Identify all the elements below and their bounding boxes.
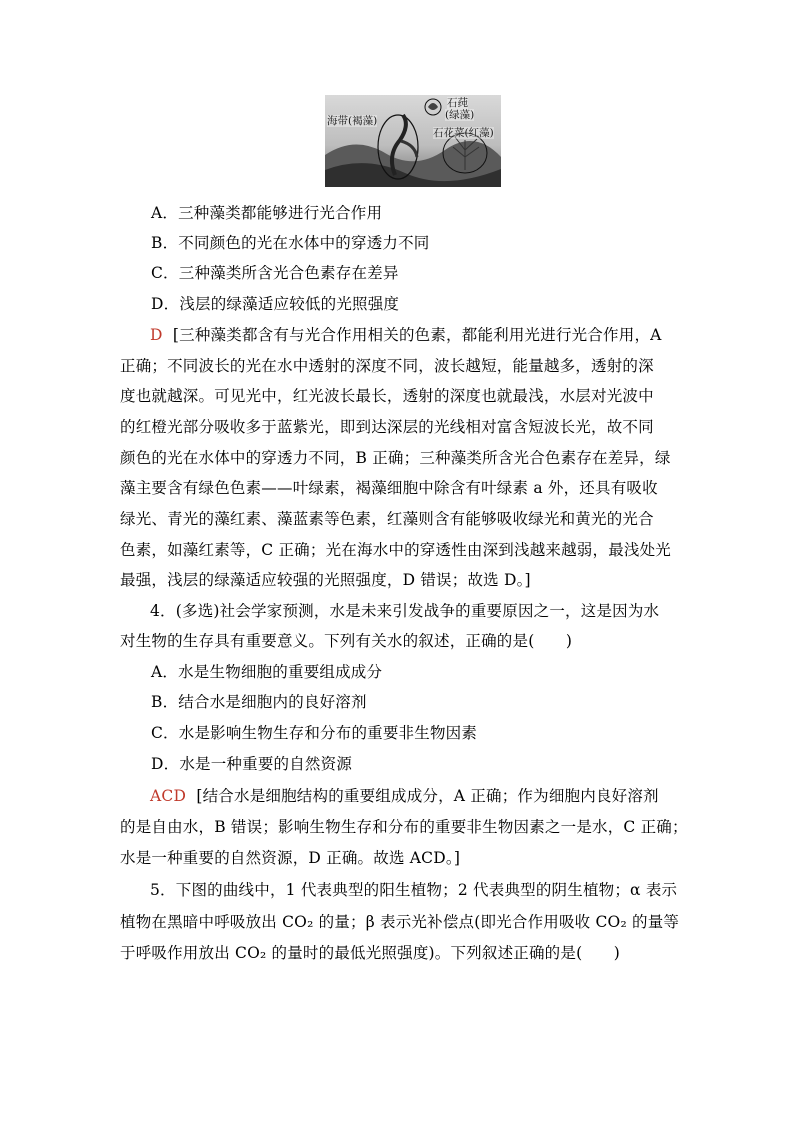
label-gelidium: 石花菜(红藻)	[433, 127, 494, 139]
q3-option-d: D．浅层的绿藻适应较低的光照强度	[151, 295, 400, 313]
q4-option-d: D．水是一种重要的自然资源	[151, 755, 353, 773]
q3-explanation-line-3: 度也就越深。可见光中，红光波长最长，透射的深度也就最浅，水层对光波中	[120, 387, 654, 405]
q4-explanation-text-1: [结合水是细胞结构的重要组成成分，A 正确；作为细胞内良好溶剂	[196, 787, 659, 805]
q4-explanation-line-1	[150, 786, 679, 806]
label-kelp: 海带(褐藻)	[327, 115, 378, 127]
label-ulva: 石莼	[447, 97, 468, 109]
seaweed-illustration	[325, 95, 501, 187]
q5-stem-line-3: 于呼吸作用放出 CO₂ 的量时的最低光照强度)。下列叙述正确的是( )	[120, 944, 620, 962]
q4-option-a: A．水是生物细胞的重要组成成分	[151, 663, 383, 681]
q3-explanation-line-5: 颜色的光在水体中的穿透力不同，B 正确；三种藻类所含光合色素存在差异，绿	[120, 449, 671, 467]
q3-explanation-line-7: 绿光、青光的藻红素、藻蓝素等色素，红藻则含有能够吸收绿光和黄光的光合	[120, 510, 654, 528]
q3-option-a: A．三种藻类都能够进行光合作用	[151, 204, 383, 222]
q4-stem-line-2: 对生物的生存具有重要意义。下列有关水的叙述，正确的是( )	[120, 632, 573, 650]
q4-answer-key: ACD	[150, 787, 187, 805]
q3-option-c: C．三种藻类所含光合色素存在差异	[151, 264, 399, 282]
q5-stem-line-2: 植物在黑暗中呼吸放出 CO₂ 的量；β 表示光补偿点(即光合作用吸收 CO₂ 的量等	[120, 913, 680, 931]
q5-stem-line-1: 5．下图的曲线中，1 代表典型的阳生植物；2 代表典型的阴生植物；α 表示	[150, 881, 678, 899]
q4-explanation-line-3: 水是一种重要的自然资源，D 正确。故选 ACD。]	[120, 849, 461, 867]
q3-explanation-line-8: 色素，如藻红素等，C 正确；光在海水中的穿透性由深到浅越来越弱，最浅处光	[120, 541, 671, 559]
q3-explanation-line-4: 的红橙光部分吸收多于蓝紫光，即到达深层的光线相对富含短波长光，故不同	[120, 418, 654, 436]
q3-explanation-line-6: 藻主要含有绿色色素——叶绿素，褐藻细胞中除含有叶绿素 a 外，还具有吸收	[120, 479, 658, 497]
q4-stem-line-1: 4．(多选)社会学家预测，水是未来引发战争的重要原因之一，这是因为水	[150, 602, 660, 620]
q3-explanation-line-1	[150, 325, 679, 345]
q4-option-c: C．水是影响生物生存和分布的重要非生物因素	[151, 724, 478, 742]
q3-answer-key: D	[150, 326, 163, 344]
q3-option-b: B．不同颜色的光在水体中的穿透力不同	[151, 234, 430, 252]
algae-figure	[325, 95, 501, 187]
label-ulva-green: (绿藻)	[445, 109, 475, 121]
q4-explanation-line-2: 的是自由水，B 错误；影响生物生存和分布的重要非生物因素之一是水，C 正确；	[120, 818, 688, 836]
q4-option-b: B．结合水是细胞内的良好溶剂	[151, 693, 367, 711]
q3-explanation-line-9: 最强，浅层的绿藻适应较强的光照强度，D 错误；故选 D。]	[120, 571, 531, 589]
q3-explanation-text-1: [三种藻类都含有与光合作用相关的色素，都能利用光进行光合作用，A	[172, 326, 662, 344]
q3-explanation-line-2: 正确；不同波长的光在水中透射的深度不同，波长越短，能量越多，透射的深	[120, 357, 654, 375]
